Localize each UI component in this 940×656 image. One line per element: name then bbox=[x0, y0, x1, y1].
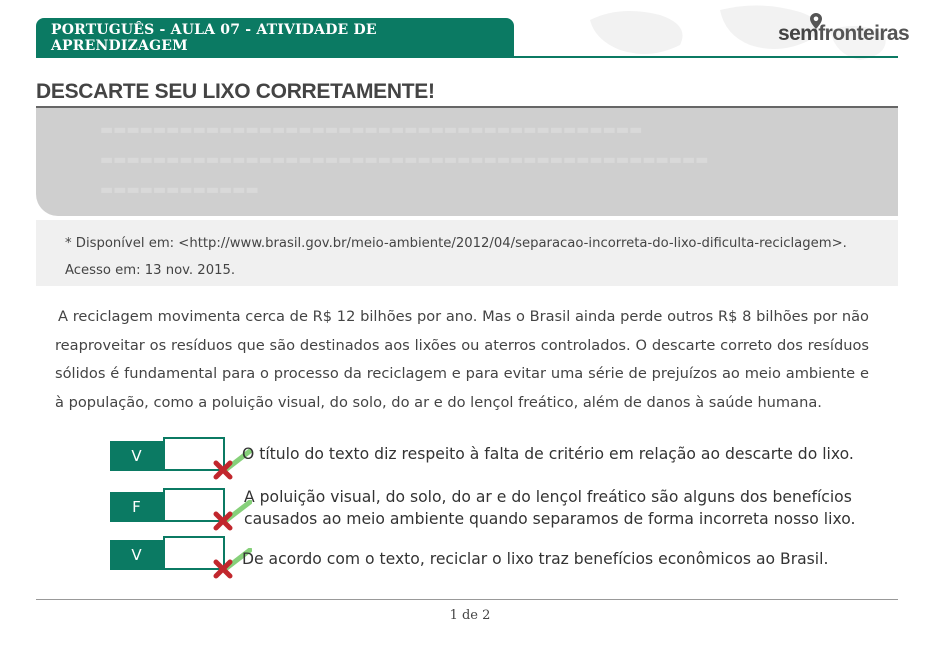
lesson-banner bbox=[36, 18, 514, 58]
logo-text-fronteiras: fronteiras bbox=[818, 22, 910, 45]
statement-text: O título do texto diz respeito à falta de critério em relação ao descarte do lixo. bbox=[242, 445, 854, 463]
faded-text-line: ▬▬▬▬▬▬▬▬▬▬▬▬ bbox=[100, 182, 259, 198]
statement-text: causados ao meio ambiente quando separamos de forma incorreta nosso lixo. bbox=[244, 510, 856, 528]
statement-text: A poluição visual, do solo, do ar e do lençol freático são alguns dos benefícios bbox=[244, 488, 852, 506]
header-rule bbox=[36, 56, 898, 58]
footer-rule bbox=[36, 599, 898, 600]
brand-logo bbox=[778, 22, 909, 46]
body-paragraph: A reciclagem movimenta cerca de R$ 12 bilhões por ano. Mas o Brasil ainda perde outros R$ 8 bilhões por não reaproveitar os resíduos que são destinados aos lixões ou aterros controlados. O descarte correto dos resíduos sólidos é fundamental para o processo da reciclagem e para evitar uma série de prejuízos ao meio ambiente e à população, como a poluição visual, do solo, do ar e do lençol freático, além de danos à saúde humana. bbox=[55, 308, 869, 411]
answer-tag: V bbox=[110, 540, 163, 570]
faded-text-line: ▬▬▬▬▬▬▬▬▬▬▬▬▬▬▬▬▬▬▬▬▬▬▬▬▬▬▬▬▬▬▬▬▬▬▬▬▬▬▬▬▬ bbox=[100, 122, 643, 138]
answer-tag: F bbox=[110, 492, 163, 522]
source-note: * Disponível em: <http://www.brasil.gov.br/meio-ambiente/2012/04/separacao-incorreta-do-lixo-dificulta-reciclagem>. Acesso em: 13 nov. 2015. bbox=[65, 236, 847, 278]
answer-tag: V bbox=[110, 441, 163, 471]
faded-text-line: ▬▬▬▬▬▬▬▬▬▬▬▬▬▬▬▬▬▬▬▬▬▬▬▬▬▬▬▬▬▬▬▬▬▬▬▬▬▬▬▬▬▬▬▬▬▬ bbox=[100, 152, 709, 168]
page-number: 1 de 2 bbox=[449, 608, 491, 623]
statement-text: De acordo com o texto, reciclar o lixo traz benefícios econômicos ao Brasil. bbox=[242, 550, 829, 568]
logo-text-sem: sem bbox=[778, 22, 819, 45]
banner-text: PORTUGUÊS - AULA 07 - ATIVIDADE DE APRENDIZAGEM bbox=[51, 22, 377, 54]
page-title: DESCARTE SEU LIXO CORRETAMENTE! bbox=[36, 80, 435, 103]
image-placeholder bbox=[36, 108, 898, 216]
